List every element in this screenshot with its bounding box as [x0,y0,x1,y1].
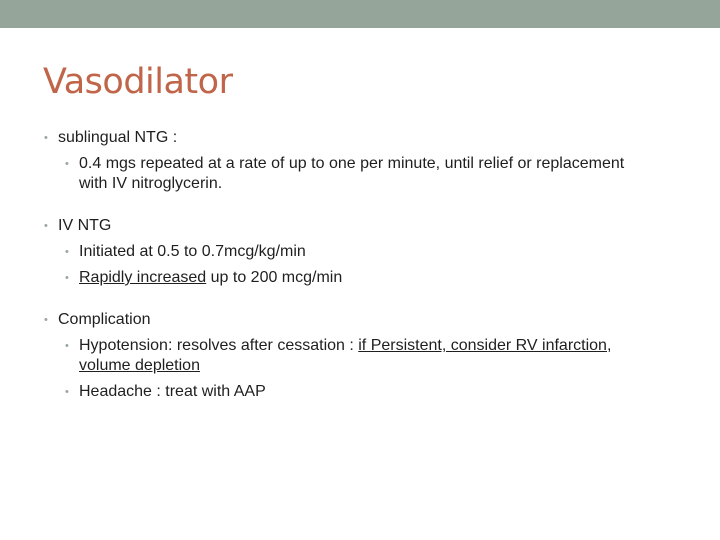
bullet-icon: • [44,132,48,144]
bullet-level2 [43,154,643,194]
bullet-icon: • [44,314,48,326]
bullet-text: up to 200 mcg/min [206,269,343,286]
slide-title: Vasodilator [43,62,233,102]
bullet-level1 [43,310,643,330]
bullet-icon: • [65,246,69,258]
bullet-group-complication [43,310,643,402]
bullet-heading: Complication [58,311,151,328]
bullet-level2 [43,242,643,262]
bullet-underlined-text: if Persistent, consider RV infarction, volume depletion [79,337,612,374]
bullet-level1 [43,128,643,148]
bullet-icon: • [65,158,69,170]
bullet-text: Initiated at 0.5 to 0.7mcg/kg/min [79,243,306,260]
bullet-icon: • [65,272,69,284]
bullet-text: Headache : treat with AAP [79,383,266,400]
bullet-level2 [43,382,643,402]
bullet-icon: • [65,340,69,352]
bullet-heading: IV NTG [58,217,112,234]
bullet-icon: • [44,220,48,232]
bullet-text: Hypotension: resolves after cessation : [79,337,359,354]
top-accent-bar [0,0,720,28]
bullet-level1 [43,216,643,236]
bullet-group-iv-ntg [43,216,643,288]
bullet-level2 [43,268,643,288]
bullet-heading: sublingual NTG : [58,129,178,146]
bullet-group-sublingual [43,128,643,194]
bullet-icon: • [65,386,69,398]
bullet-text: 0.4 mgs repeated at a rate of up to one per minute, until relief or replacement with IV nitroglycerin. [79,155,625,192]
bullet-list [43,128,643,424]
bullet-underlined-text: Rapidly increased [79,269,207,286]
bullet-level2 [43,336,643,376]
